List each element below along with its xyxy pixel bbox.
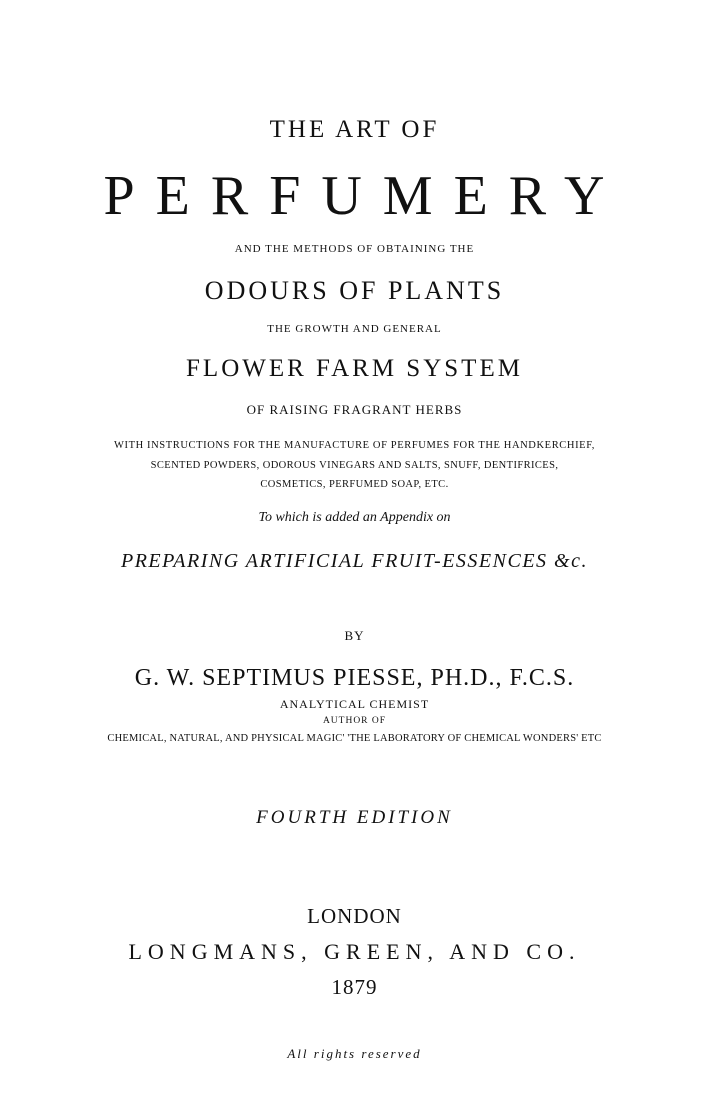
author-of-label: AUTHOR OF <box>322 716 387 726</box>
subtitle-methods: AND THE METHODS OF OBTAINING THE <box>234 243 475 255</box>
main-title: PERFUMERY <box>103 165 626 227</box>
heading-flower-farm: FLOWER FARM SYSTEM <box>186 355 523 382</box>
rights-notice: All rights reserved <box>287 1046 422 1061</box>
publication-year: 1879 <box>331 975 378 999</box>
heading-odours: ODOURS OF PLANTS <box>204 276 505 305</box>
other-works: CHEMICAL, NATURAL, AND PHYSICAL MAGIC' 'THE LABORATORY OF CHEMICAL WONDERS' ETC <box>107 734 602 744</box>
subtitle-herbs: OF RAISING FRAGRANT HERBS <box>246 402 463 417</box>
publisher-name: LONGMANS, GREEN, AND CO. <box>128 939 581 964</box>
subtitle-growth: THE GROWTH AND GENERAL <box>267 323 442 335</box>
edition: FOURTH EDITION <box>256 807 453 828</box>
title-top-line: THE ART OF <box>269 116 440 143</box>
appendix-title: PREPARING ARTIFICIAL FRUIT-ESSENCES &c. <box>121 550 588 572</box>
appendix-note: To which is added an Appendix on <box>258 510 451 525</box>
author-name: G. W. SEPTIMUS PIESSE, PH.D., F.C.S. <box>134 665 575 691</box>
instructions-line: COSMETICS, PERFUMED SOAP, ETC. <box>260 479 449 490</box>
instructions-line: SCENTED POWDERS, ODOROUS VINEGARS AND SALTS, SNUFF, DENTIFRICES, <box>150 460 559 471</box>
author-title: ANALYTICAL CHEMIST <box>279 697 430 711</box>
publisher-city: LONDON <box>307 904 402 928</box>
instructions-line: WITH INSTRUCTIONS FOR THE MANUFACTURE OF PERFUMES FOR THE HANDKERCHIEF, <box>113 440 596 451</box>
by-line: BY <box>344 628 365 643</box>
